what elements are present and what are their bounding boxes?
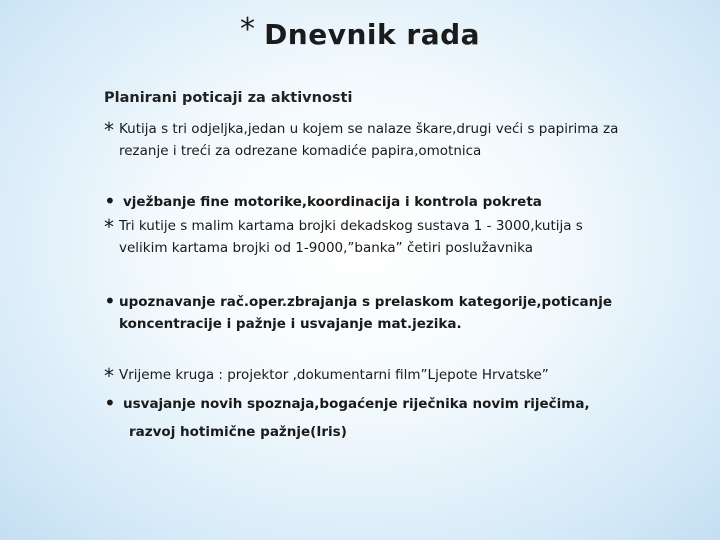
item-text: usvajanje novih spoznaja,bogaćenje riječnika novim riječima, xyxy=(123,396,590,412)
item-text: Tri kutije s malim kartama brojki dekadskog sustava 1 - 3000,kutija s velikim kartama brojki od 1-9000,”banka” četiri poslužavnika xyxy=(119,218,583,256)
title-asterisk: * xyxy=(239,12,255,47)
asterisk-bullet: * xyxy=(104,215,114,239)
list-item xyxy=(104,215,624,259)
section-heading: Planirani poticaji za aktivnosti xyxy=(104,90,353,106)
page-title: Dnevnik rada xyxy=(264,18,481,51)
list-item xyxy=(104,191,624,213)
slide-title-row xyxy=(0,12,720,53)
dot-bullet: • xyxy=(104,189,116,213)
continuation-line: razvoj hotimične pažnje(Iris) xyxy=(129,424,347,440)
list-item xyxy=(104,393,624,415)
item-text: Vrijeme kruga : projektor ,dokumentarni film”Ljepote Hrvatske” xyxy=(119,367,549,383)
item-text: Kutija s tri odjeljka,jedan u kojem se nalaze škare,drugi veći s papirima za rezanje i treći za odrezane komadiće papira,omotnica xyxy=(119,121,619,159)
list-item xyxy=(104,364,624,386)
asterisk-bullet: * xyxy=(104,118,114,142)
asterisk-bullet: * xyxy=(104,364,114,388)
list-item xyxy=(104,291,624,335)
item-text: vježbanje fine motorike,koordinacija i kontrola pokreta xyxy=(123,194,542,210)
item-text: upoznavanje rač.oper.zbrajanja s prelaskom kategorije,poticanje koncentracije i pažnje i usvajanje mat.jezika. xyxy=(119,294,613,332)
dot-bullet: • xyxy=(104,391,116,415)
dot-bullet: • xyxy=(104,289,116,313)
list-item xyxy=(104,118,624,162)
